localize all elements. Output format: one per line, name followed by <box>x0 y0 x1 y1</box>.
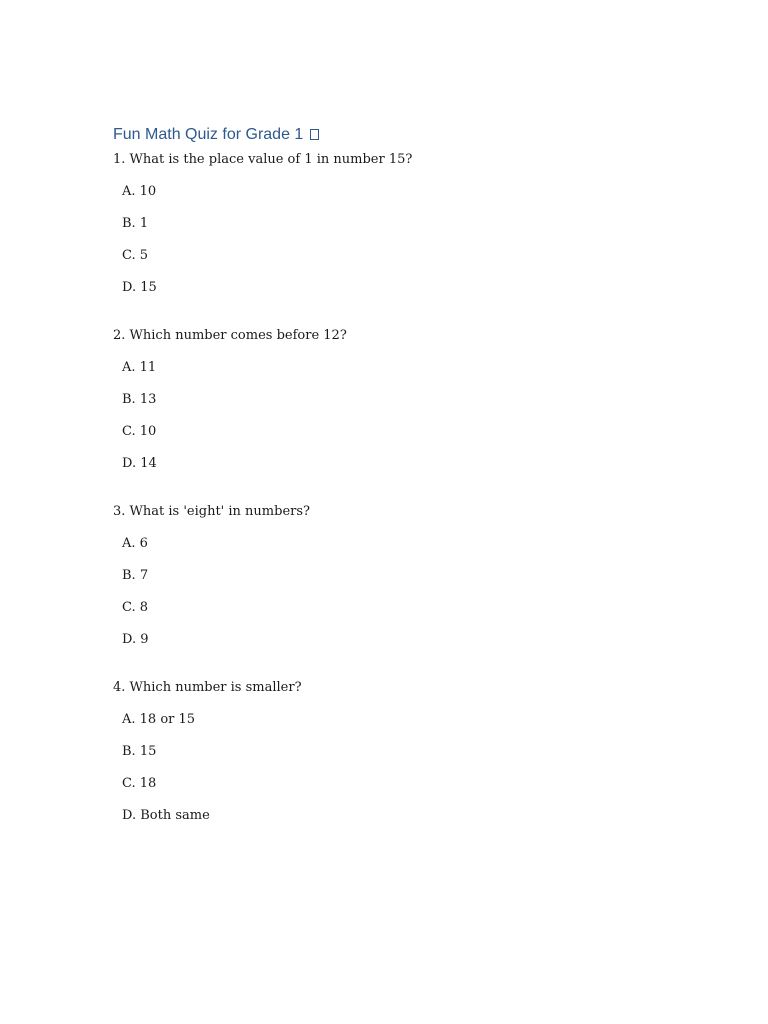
emoji-placeholder-icon <box>310 129 319 140</box>
question-4 <box>113 680 673 824</box>
question-text: 2. Which number comes before 12? <box>113 328 347 343</box>
question-2 <box>113 328 673 472</box>
answer-option: A. 11 <box>122 360 157 375</box>
answer-option: C. 5 <box>122 248 149 263</box>
answer-option: A. 6 <box>122 536 148 551</box>
document-title-text: Fun Math Quiz for Grade 1 <box>113 126 304 143</box>
answer-options <box>113 536 673 648</box>
question-text: 4. Which number is smaller? <box>113 680 302 695</box>
answer-option: A. 18 or 15 <box>122 712 196 727</box>
question-text: 1. What is the place value of 1 in number 15? <box>113 152 413 167</box>
answer-option: D. 9 <box>122 632 149 647</box>
answer-options <box>113 712 673 824</box>
answer-option: B. 7 <box>122 568 149 583</box>
answer-option: D. Both same <box>122 808 210 823</box>
answer-option: B. 13 <box>122 392 157 407</box>
answer-option: B. 15 <box>122 744 157 759</box>
answer-option: B. 1 <box>122 216 149 231</box>
answer-option: C. 10 <box>122 424 157 439</box>
question-1 <box>113 152 673 296</box>
answer-options <box>113 360 673 472</box>
answer-option: A. 10 <box>122 184 157 199</box>
document-page <box>113 124 673 840</box>
answer-options <box>113 184 673 296</box>
question-text: 3. What is 'eight' in numbers? <box>113 504 310 519</box>
question-3 <box>113 504 673 648</box>
answer-option: C. 8 <box>122 600 149 615</box>
answer-option: D. 14 <box>122 456 157 471</box>
document-title <box>113 124 673 146</box>
answer-option: D. 15 <box>122 280 157 295</box>
answer-option: C. 18 <box>122 776 157 791</box>
